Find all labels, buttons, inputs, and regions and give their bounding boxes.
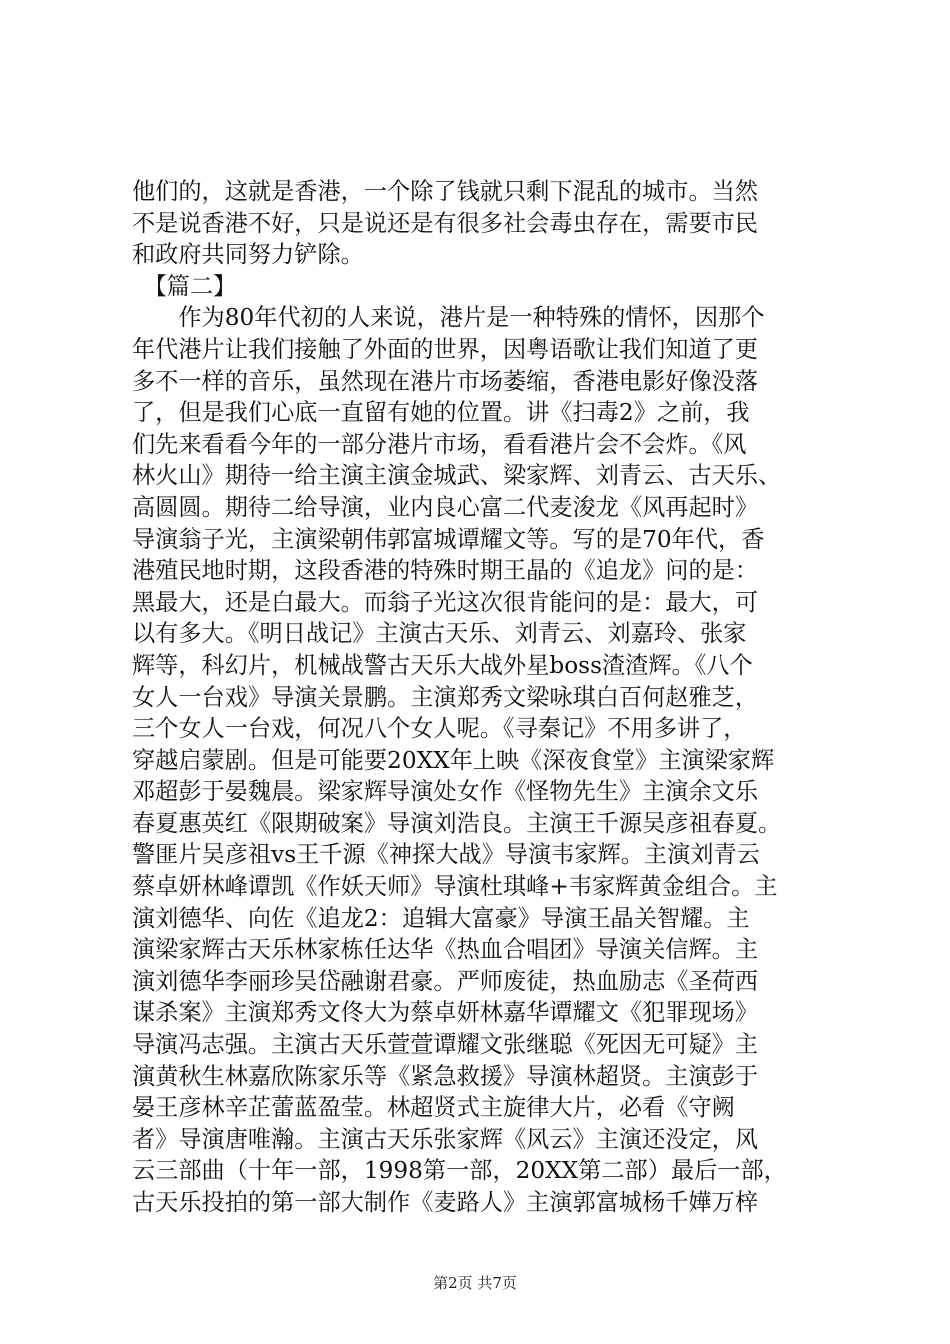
text-line: 他们的，这就是香港，一个除了钱就只剩下混乱的城市。当然 — [132, 178, 759, 205]
text-line: 了，但是我们心底一直留有她的位置。讲《扫毒2》之前，我 — [132, 399, 750, 427]
text-line: 晏王彦林辛芷蕾蓝盈莹。林超贤式主旋律大片，必看《守阙 — [132, 1094, 735, 1122]
text-line: 林火山》期待一给主演主演金城武、梁家辉、刘青云、古天乐、 — [132, 462, 782, 490]
text-line: 们先来看看今年的一部分港片市场，看看港片会不会炸。《风 — [132, 430, 747, 458]
text-line: 和政府共同努力铲除。 — [132, 241, 364, 269]
text-line: 演刘德华李丽珍吴岱融谢君豪。严师废徒，热血励志《圣荷西 — [132, 967, 759, 995]
text-line: 多不一样的音乐，虽然现在港片市场萎缩，香港电影好像没落 — [132, 367, 759, 395]
text-line: 高圆圆。期待二给导演，业内良心富二代麦浚龙《风再起时》 — [132, 493, 759, 521]
text-line: 穿越启蒙剧。但是可能要20XX年上映《深夜食堂》主演梁家辉 — [132, 746, 775, 774]
text-line: 女人一台戏》导演关景鹏。主演郑秀文梁咏琪白百何赵雅芝， — [132, 683, 759, 711]
text-line: 谋杀案》主演郑秀文佟大为蔡卓妍林嘉华谭耀文《犯罪现场》 — [132, 999, 759, 1027]
text-line: 辉等，科幻片，机械战警古天乐大战外星boss渣渣辉。《八个 — [132, 651, 753, 679]
text-line: 警匪片吴彦祖vs王千源《神探大战》导演韦家辉。主演刘青云 — [132, 841, 760, 869]
page-footer — [0, 1272, 950, 1293]
text-line: 以有多大。《明日战记》主演古天乐、刘青云、刘嘉玲、张家 — [132, 620, 747, 648]
text-line: 港殖民地时期，这段香港的特殊时期王晶的《追龙》问的是： — [132, 557, 759, 585]
text-line: 三个女人一台戏，何况八个女人呢。《寻秦记》不用多讲了， — [132, 715, 747, 743]
document-body — [132, 176, 832, 1219]
text-line: 蔡卓妍林峰谭凯《作妖天师》导演杜琪峰+韦家辉黄金组合。主 — [132, 873, 778, 901]
text-line: 导演翁子光，主演梁朝伟郭富城谭耀文等。写的是70年代，香 — [132, 525, 765, 553]
text-line: 作为80年代初的人来说，港片是一种特殊的情怀，因那个 — [132, 304, 765, 332]
text-line: 演黄秋生林嘉欣陈家乐等《紧急救援》导演林超贤。主演彭于 — [132, 1062, 759, 1090]
text-line: 邓超彭于晏魏晨。梁家辉导演处女作《怪物先生》主演余文乐 — [132, 778, 759, 806]
text-line: 不是说香港不好，只是说还是有很多社会毒虫存在，需要市民 — [132, 209, 759, 237]
text-line: 春夏惠英红《限期破案》导演刘浩良。主演王千源吴彦祖春夏。 — [132, 809, 782, 837]
text-line: 导演冯志强。主演古天乐萱萱谭耀文张继聪《死因无可疑》主 — [132, 1031, 759, 1059]
text-line: 古天乐投拍的第一部大制作《麦路人》主演郭富城杨千嬅万梓 — [132, 1189, 759, 1216]
text-line: 年代港片让我们接触了外面的世界，因粤语歌让我们知道了更 — [132, 335, 759, 363]
section-heading: 【篇二】 — [132, 272, 237, 300]
page-number: 第2页 共7页 — [433, 1274, 517, 1292]
text-line: 演刘德华、向佐《追龙2：追辑大富豪》导演王晶关智耀。主 — [132, 904, 750, 932]
text-line: 黑最大，还是白最大。而翁子光这次很肯能问的是：最大，可 — [132, 588, 759, 616]
text-line: 者》导演唐唯瀚。主演古天乐张家辉《风云》主演还没定，风 — [132, 1125, 759, 1153]
text-line: 演梁家辉古天乐林家栋任达华《热血合唱团》导演关信辉。主 — [132, 936, 759, 964]
text-line: 云三部曲（十年一部，1998第一部，20XX第二部）最后一部， — [132, 1157, 787, 1185]
